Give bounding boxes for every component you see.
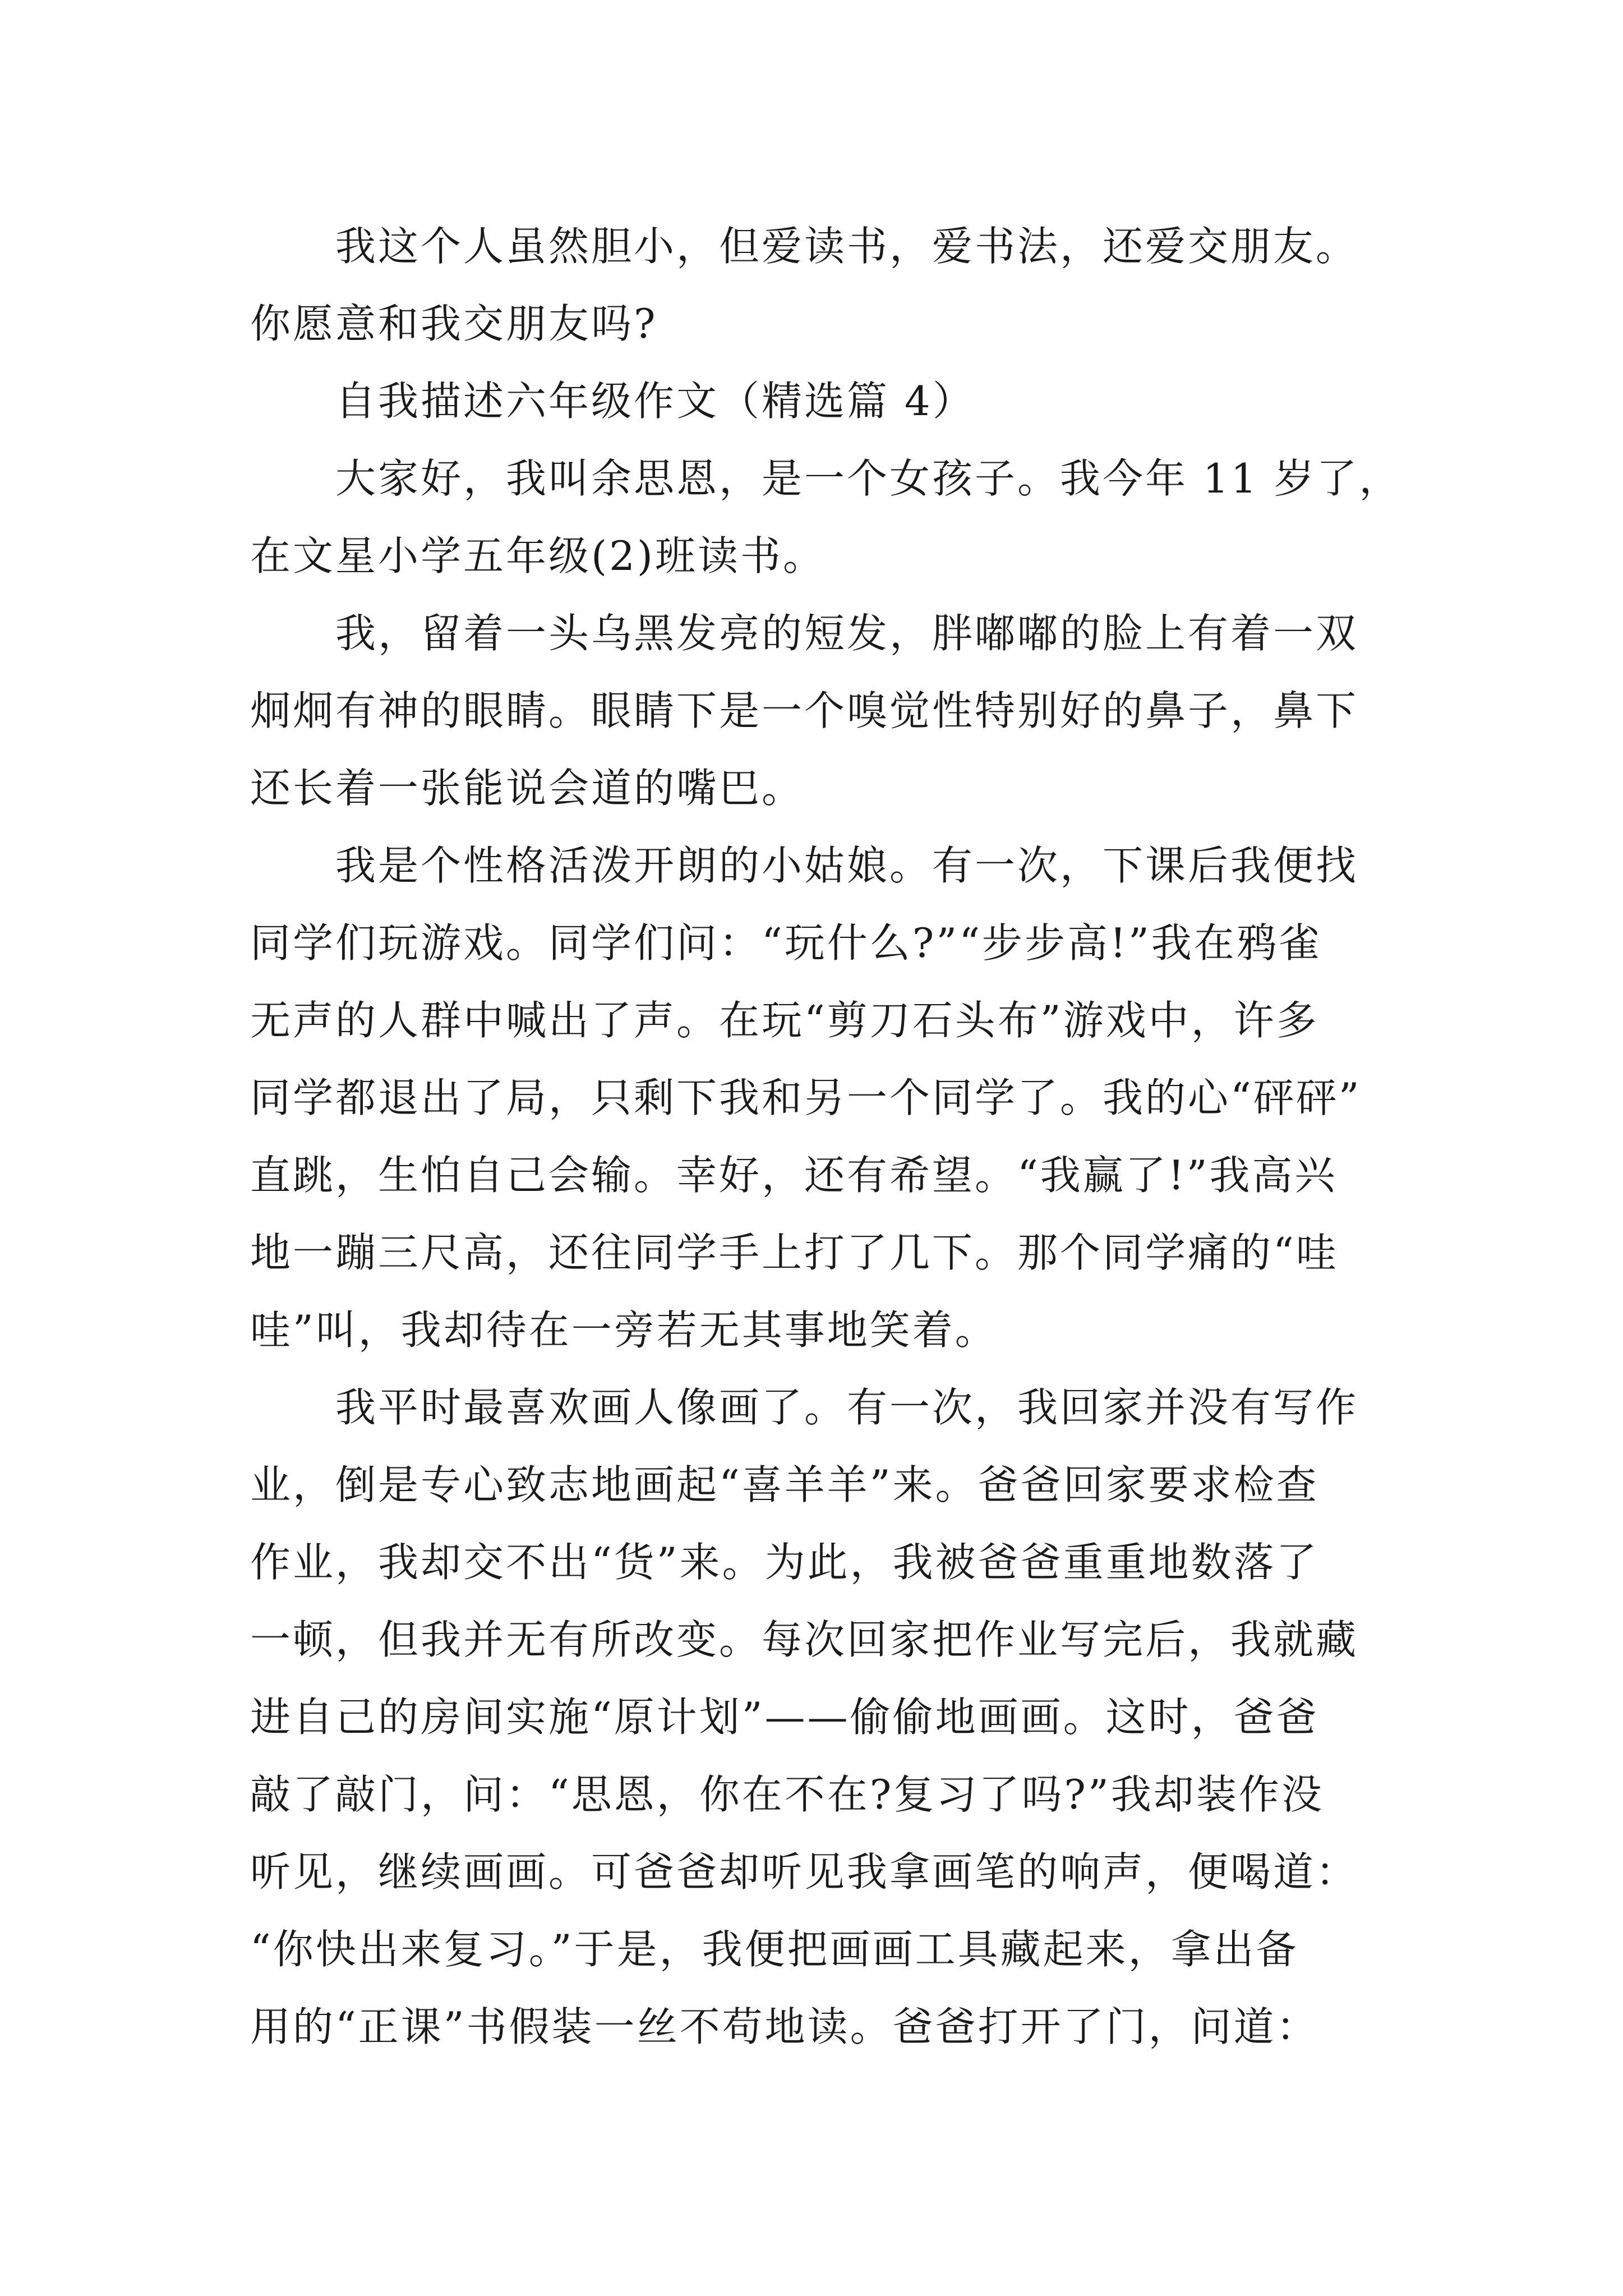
- heading-line: 自我描述六年级作文（精选篇 4）: [335, 378, 975, 425]
- text-line: 地一蹦三尺高，还往同学手上打了几下。那个同学痛的“哇: [250, 1229, 1339, 1276]
- text-line: 无声的人群中喊出了声。在玩“剪刀石头布”游戏中，许多: [250, 997, 1319, 1044]
- text-line: 作业，我却交不出“货”来。为此，我被爸爸重重地数落了: [250, 1539, 1319, 1586]
- document-body: [250, 208, 1407, 2065]
- text-line: 我，留着一头乌黑发亮的短发，胖嘟嘟的脸上有着一双: [335, 610, 1359, 657]
- text-line: 我是个性格活泼开朗的小姑娘。有一次，下课后我便找: [335, 842, 1359, 889]
- text-line: 业，倒是专心致志地画起“喜羊羊”来。爸爸回家要求检查: [250, 1461, 1319, 1508]
- text-line: 炯炯有神的眼睛。眼睛下是一个嗅觉性特别好的鼻子，鼻下: [250, 687, 1359, 734]
- text-line: 还长着一张能说会道的嘴巴。: [250, 765, 805, 812]
- section-heading: [250, 362, 1407, 440]
- paragraph: [250, 208, 1407, 362]
- text-line: 用的“正课”书假装一丝不苟地读。爸爸打开了门，问道：: [250, 2003, 1319, 2050]
- text-line: 哇”叫，我却待在一旁若无其事地笑着。: [250, 1306, 998, 1354]
- text-line: 进自己的房间实施“原计划”——偷偷地画画。这时，爸爸: [250, 1694, 1319, 1741]
- text-line: 听见，继续画画。可爸爸却听见我拿画笔的响声，便喝道：: [250, 1848, 1359, 1895]
- text-line: 一顿，但我并无有所改变。每次回家把作业写完后，我就藏: [250, 1616, 1359, 1663]
- text-line: 我平时最喜欢画人像画了。有一次，我回家并没有写作: [335, 1384, 1359, 1431]
- paragraph: [250, 440, 1407, 595]
- text-line: 我这个人虽然胆小，但爱读书，爱书法，还爱交朋友。: [335, 223, 1359, 270]
- text-line: 同学们玩游戏。同学们问：“玩什么?”“步步高!”我在鸦雀: [250, 919, 1322, 967]
- text-line: 直跳，生怕自己会输。幸好，还有希望。“我赢了!”我高兴: [250, 1152, 1338, 1199]
- paragraph: [250, 595, 1407, 827]
- text-line: 同学都退出了局，只剩下我和另一个同学了。我的心“砰砰”: [250, 1074, 1362, 1121]
- paragraph: [250, 1369, 1407, 2065]
- text-line: 敲了敲门，问：“思恩，你在不在?复习了吗?”我却装作没: [250, 1771, 1324, 1818]
- text-line: 在文星小学五年级(2)班读书。: [250, 532, 826, 579]
- text-line: 大家好，我叫余思恩，是一个女孩子。我今年 11 岁了，: [335, 455, 1402, 502]
- text-line: 你愿意和我交朋友吗?: [250, 300, 658, 347]
- text-line: “你快出来复习。”于是，我便把画画工具藏起来，拿出备: [250, 1926, 1299, 1973]
- paragraph: [250, 827, 1407, 1369]
